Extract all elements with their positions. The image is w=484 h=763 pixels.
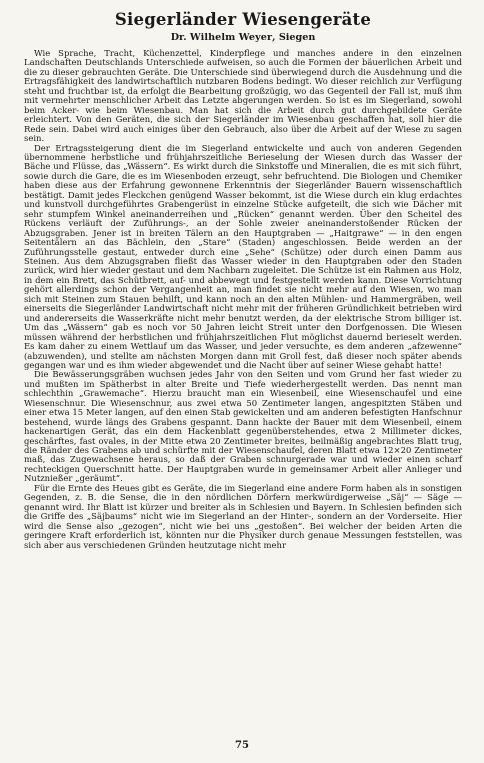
author-prefix: Dr. (170, 32, 187, 43)
paragraph-1: Wie Sprache, Tracht, Küchenzettel, Kinderpflege und manches andere in den einzelnen Landschaften Deutschlands Unterschiede aufweisen, so auch die Formen der bäuerlichen Arbeit und die zu dieser gebrauchten Geräte. Die Unterschiede sind überwiegend durch die Ausdehnung und die Ertragsfähigkeit des landwirtschaftlich nutzbaren Bodens bedingt. Wo dieser reichlich zur Verfügung steht und fruchtbar ist, da erfolgt die Bearbeitung großzügig, wo das Gegenteil der Fall ist, muß ihm mit vermehrter menschlicher Arbeit das Letzte abgerungen werden. So ist es im Siegerland, sowohl beim Acker- wie beim Wiesenbau. Man hat sich die Arbeit durch gut durchgebildete Geräte erleichtert. Von den Geräten, die sich der Siegerländer im Wiesenbau geschaffen hat, soll hier die Rede sein. Dabei wird auch einiges über den Gebrauch, also über die Arbeit auf der Wiese zu sagen sein. (24, 48, 462, 144)
author-name: Wilhelm Weyer (189, 32, 273, 43)
paragraph-3: Die Bewässerungsgräben wuchsen jedes Jahr von den Seiten und vom Grund her fast wieder zu und mußten im Spätherbst in alter Breite und Tiefe wiederhergestellt werden. Das nennt man schlechthin „Grawemache“. Hierzu braucht man ein Wiesenbeil, eine Wiesenschaufel und eine Wiesenschnur. Die Wiesenschnur, aus zwei etwa 50 Zentimeter langen, angespitzten Stäben und einer etwa 15 Meter langen, auf den einen Stab gewickelten und am anderen befestigten Hanfschnur bestehend, wurde längs des Grabens gespannt. Dann hackte der Bauer mit dem Wiesenbeil, einem hackenartigen Gerät, das ein dem Hackenblatt gegenüberstehendes, etwa 2 Millimeter dickes, geschärftes, fast ovales, in der Mitte etwa 20 Zentimeter breites, beilmäßig angebrachtes Blatt trug, die Ränder des Grabens ab und schürfte mit der Wiesenschaufel, deren Blatt etwa 12×20 Zentimeter maß, das Zugewachsene heraus, so daß der Graben schnurgerade war und wieder einen scharf rechteckigen Querschnitt hatte. Der Hauptgraben wurde in gemeinsamer Arbeit aller Anlieger und Nutznießer „geräumt“. (24, 369, 462, 484)
page-number: 75 (235, 740, 249, 751)
paragraph-2: Der Ertragssteigerung dient die im Siegerland entwickelte und auch von anderen Gegenden übernommene herbstliche und frühjahrszeitliche Berieselung der Wiesen durch das Wasser der Bäche und Flüsse, das „Wässern“. Es wirkt durch die Sinkstoffe und Mineralien, die es mit sich führt, sowie durch die Gare, die es im Wiesenboden erzeugt, sehr befruchtend. Die Biologen und Chemiker haben diese aus der Erfahrung gewonnene Erkenntnis der Siegerländer Bauern wissenschaftlich bestätigt. Damit jedes Fleckchen genügend Wasser bekommt, ist die Wiese durch ein klug erdachtes und kunstvoll durchgeführtes Grabengerüst in einzelne Stücke aufgeteilt, die sich wie Dächer mit sehr stumpfem Winkel aneinanderreihen und „Rücken“ genannt werden. Über den Scheitel des Rückens verläuft der Zuführungs-, an der Sohle zweier aneinanderstoßender Rücken der Abzugsgraben. Jener ist in breiten Tälern an den Hauptgraben — „Haitgrawe“ — in den engen Seitentälern an das Bächlein, den „Stare“ (Staden) angeschlossen. Beide werden an der Zuführungsstelle gestaut, entweder durch eine „Sehe“ (Schütze) oder durch einen Damm aus Steinen. Aus dem Abzugsgraben fließt das Wasser wieder in den Hauptgraben oder den Staden zurück, wird hier wieder gestaut und dem Nachbarn zugeleitet. Die Schütze ist ein Rahmen aus Holz, in dem ein Brett, das Schütbrett, auf- und abbewegt und festgestellt werden kann. Diese Vorrichtung gehört allerdings schon der Vergangenheit an, man findet sie nicht mehr auf den Wiesen, wo man sich mit Steinen zum Stauen behilft, und kann noch an den alten Mühlen- und Hammergräben, weil einerseits die Siegerländer Landwirtschaft nicht mehr mit der früheren Gründlichkeit betrieben wird und andererseits die Wasserkräfte nicht mehr benutzt werden, da der elektrische Strom billiger ist. Um das „Wässern“ gab es noch vor 50 Jahren leicht Streit unter den Dorfgenossen. Die Wiesen müssen während der herbstlichen und frühjahrszeitlichen Flut möglichst dauernd berieselt werden. Es kam daher zu einem Wettlauf um das Wasser, und jeder versuchte, es dem anderen „afzewenne“ (abzuwenden), und stellte am nächsten Morgen dann mit Groll fest, daß dieser noch später abends gegangen war und es ihm wieder abgewendet und die Nacht über auf seiner Wiese gehabt hatte! (24, 142, 462, 370)
article-body (24, 49, 462, 550)
article-title: Siegerländer Wiesengeräte (114, 10, 372, 29)
author-sep: , (272, 32, 279, 43)
paragraph-4: Für die Ernte des Heues gibt es Geräte, die im Siegerland eine andere Form haben als in sonstigen Gegenden, z. B. die Sense, die in den nördlichen Dörfern merkwürdigerweise „Säj“ — Säge — genannt wird. Ihr Blatt ist kürzer und breiter als in Schlesien und Bayern. In Schlesien befinden sich die Griffe des „Säjbaums“ nicht wie im Siegerland an der Hinter-, sondern an der Vorderseite. Hier wird die Sense also „gezogen“, nicht wie bei uns „gestoßen“. Bei welcher der beiden Arten die geringere Kraft erforderlich ist, könnten nur die Physiker durch genaue Messungen feststellen, was sich aber aus verschiedenen Gründen heutzutage nicht mehr (24, 482, 462, 550)
author-place: Siegen (278, 32, 316, 43)
author-line (24, 32, 462, 44)
